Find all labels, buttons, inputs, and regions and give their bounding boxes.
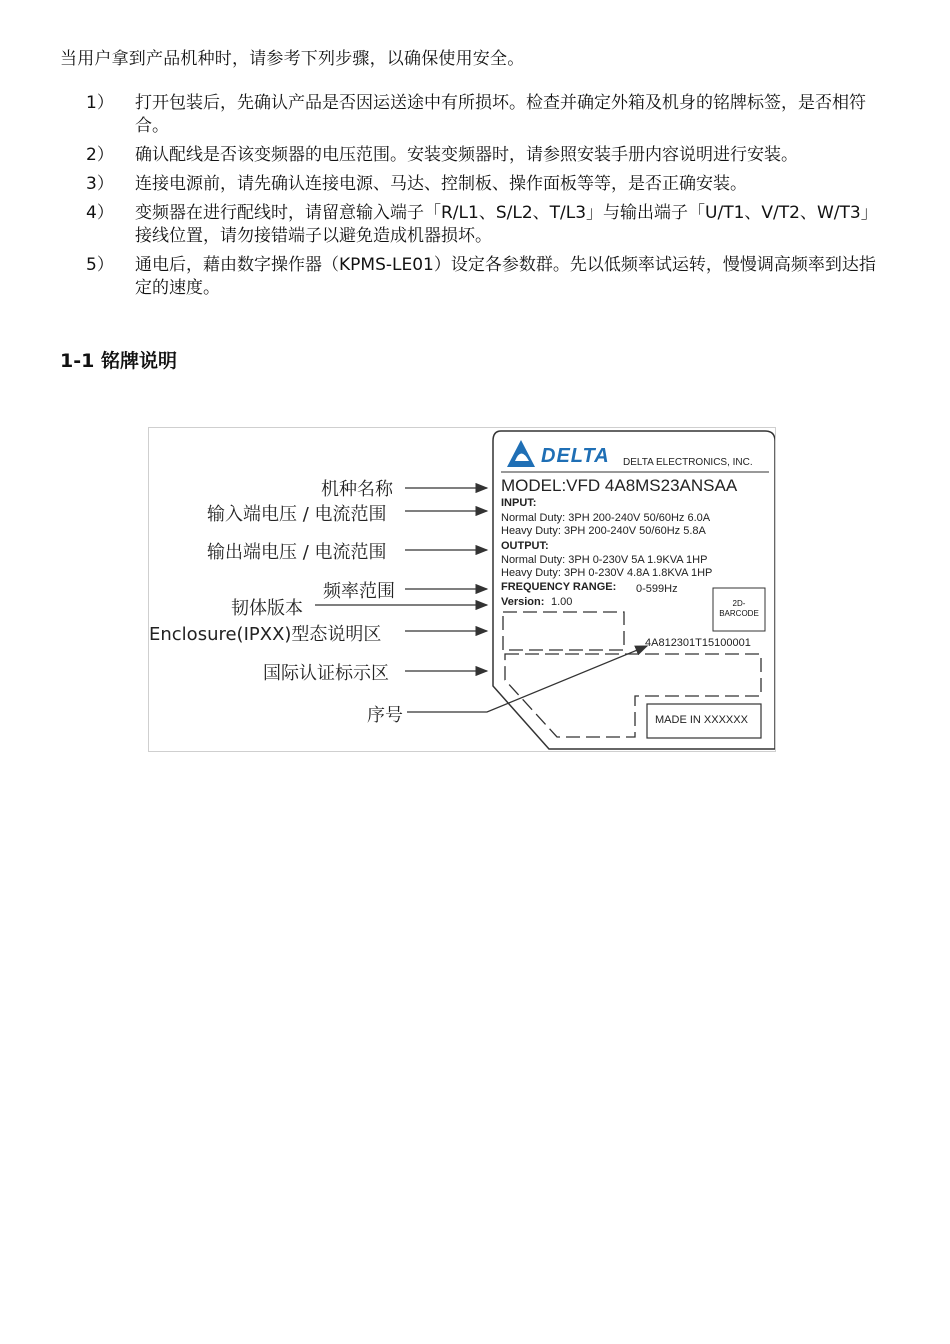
section-heading: 1-1 铭牌说明 [60,350,177,372]
list-item [60,202,890,248]
list-item [60,173,890,196]
label-frequency-range: 频率范围 [323,581,395,602]
label-serial-number: 序号 [367,705,403,726]
step-text: 连接电源前，请先确认连接电源、马达、控制板、操作面板等等，是否正确安装。 [135,174,747,194]
output-normal-duty: Normal Duty: 3PH 0-230V 5A 1.9KVA 1HP [501,554,708,566]
step-list [60,92,890,306]
step-text: 变频器在进行配线时，请留意输入端子「R/L1、S/L2、T/L3」与输出端子「U/T1、V/T2、W/T3」接线位置，请勿接错端子以避免造成机器损坏。 [135,203,878,246]
nameplate-figure [148,427,776,752]
intro-text: 当用户拿到产品机种时，请参考下列步骤，以确保使用安全。 [60,49,525,69]
step-text: 通电后，藉由数字操作器（KPMS-LE01）设定各参数群。先以低频率试运转，慢慢调高频率到达指定的速度。 [135,255,876,298]
model-text: MODEL:VFD 4A8MS23ANSAA [501,476,738,495]
input-heavy-duty: Heavy Duty: 3PH 200-240V 50/60Hz 5.8A [501,525,706,537]
enclosure-area [503,612,624,650]
label-enclosure: Enclosure(IPXX)型态说明区 [149,624,382,645]
version-title: Version: [501,596,545,608]
arrow-serial [407,646,647,712]
step-number: 5） [86,255,114,275]
step-number: 3） [86,174,114,194]
step-number: 2） [86,145,114,165]
delta-logo-icon [507,440,535,467]
brand-logo-text: DELTA [541,445,610,467]
step-number: 4） [86,203,114,223]
label-output-range: 输出端电压 / 电流范围 [207,542,387,563]
input-title: INPUT: [501,497,537,509]
company-name: DELTA ELECTRONICS, INC. [623,457,753,468]
list-item [60,92,890,138]
barcode-line-1: 2D- [732,599,746,608]
step-number: 1） [86,93,114,113]
label-model-name: 机种名称 [321,479,393,500]
output-title: OUTPUT: [501,540,549,552]
label-certification: 国际认证标示区 [263,663,389,684]
frequency-title: FREQUENCY RANGE: [501,581,617,593]
step-text: 打开包装后，先确认产品是否因运送途中有所损坏。检查并确定外箱及机身的铭牌标签，是否相符合。 [135,93,866,136]
label-input-range: 输入端电压 / 电流范围 [207,504,387,525]
made-in-text: MADE IN XXXXXX [655,714,748,726]
list-item [60,254,890,300]
list-item [60,144,890,167]
step-text: 确认配线是否该变频器的电压范围。安装变频器时，请参照安装手册内容说明进行安装。 [135,145,798,165]
output-heavy-duty: Heavy Duty: 3PH 0-230V 4.8A 1.8KVA 1HP [501,567,713,579]
barcode-label [713,599,765,619]
version-value: 1.00 [551,596,573,608]
serial-value: 4A812301T15100001 [645,637,751,649]
barcode-line-2: BARCODE [719,609,759,618]
frequency-value: 0-599Hz [636,583,678,595]
input-normal-duty: Normal Duty: 3PH 200-240V 50/60Hz 6.0A [501,512,711,524]
label-firmware-version: 韧体版本 [231,598,303,619]
